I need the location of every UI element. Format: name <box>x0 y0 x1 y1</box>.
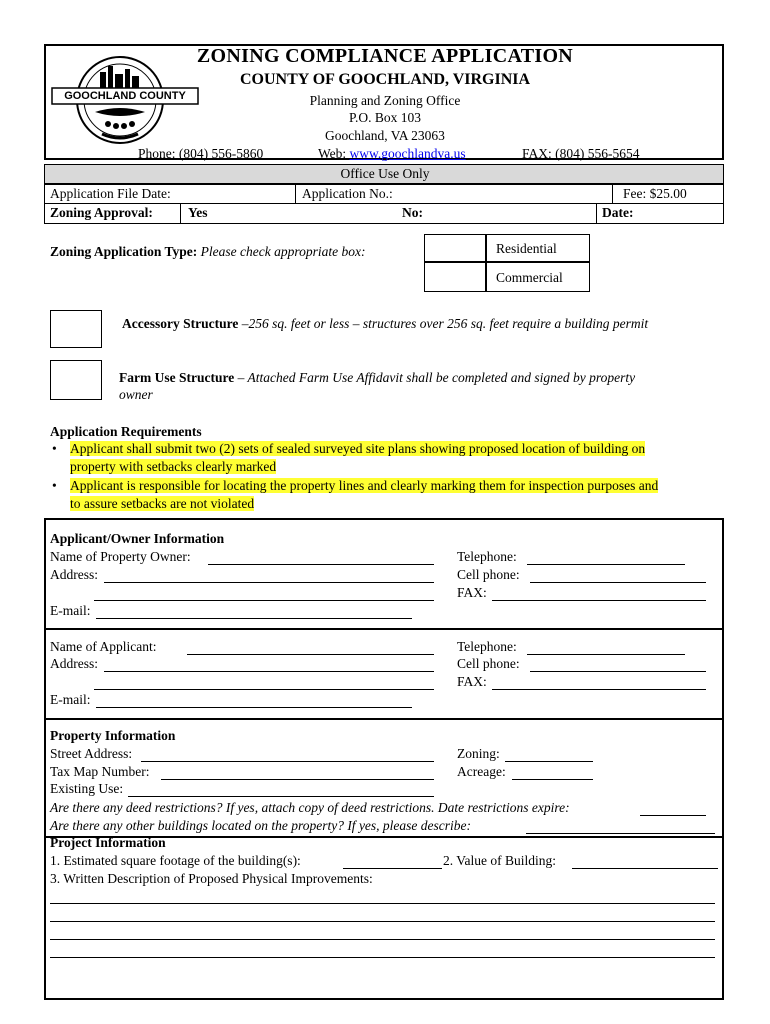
fee-label: Fee: $25.00 <box>623 186 687 201</box>
owner-name-label: Name of Property Owner: <box>50 549 191 564</box>
po-box: P.O. Box 103 <box>348 110 421 125</box>
applicant-name-label: Name of Applicant: <box>50 639 157 654</box>
owner-email-field[interactable] <box>96 618 412 619</box>
office-use-title: Office Use Only <box>340 166 430 181</box>
application-number-field[interactable]: Application No.: <box>302 186 393 201</box>
owner-cell-label: Cell phone: <box>457 567 520 582</box>
commercial-checkbox[interactable] <box>424 262 486 292</box>
tax-map-label: Tax Map Number: <box>50 764 150 779</box>
tax-map-field[interactable] <box>161 779 434 780</box>
property-heading: Property Information <box>50 728 176 743</box>
description-line[interactable] <box>50 957 715 958</box>
deed-expire-field[interactable] <box>640 815 706 816</box>
divider <box>612 184 613 203</box>
requirement-1-line2: property with setbacks clearly marked <box>70 459 277 474</box>
owner-cell-field[interactable] <box>530 582 706 583</box>
other-buildings-question: Are there any other buildings located on the property? If yes, please describe: <box>50 818 472 833</box>
owner-telephone-label: Telephone: <box>457 549 517 564</box>
other-buildings-field[interactable] <box>526 833 715 834</box>
file-date-field[interactable]: Application File Date: <box>50 186 171 201</box>
street-address-label: Street Address: <box>50 746 133 761</box>
requirement-2-line1: Applicant is responsible for locating the property lines and clearly marking them for inspection purposes and <box>70 478 659 493</box>
phone-number: Phone: (804) 556-5860 <box>138 146 264 161</box>
page-title: ZONING COMPLIANCE APPLICATION <box>196 45 574 67</box>
applicant-telephone-field[interactable] <box>527 654 685 655</box>
commercial-label: Commercial <box>496 270 563 285</box>
applicant-name-field[interactable] <box>187 654 434 655</box>
description-label: 3. Written Description of Proposed Physical Improvements: <box>50 871 373 886</box>
owner-heading: Applicant/Owner Information <box>50 531 225 546</box>
owner-telephone-field[interactable] <box>527 564 685 565</box>
accessory-structure-label: Accessory Structure –256 sq. feet or less – structures over 256 sq. feet require a building permit <box>122 316 649 331</box>
applicant-address-field-2[interactable] <box>94 689 434 690</box>
divider <box>295 184 296 203</box>
acreage-field[interactable] <box>512 779 593 780</box>
applicant-cell-label: Cell phone: <box>457 656 520 671</box>
description-line[interactable] <box>50 921 715 922</box>
office-row-divider <box>44 203 724 204</box>
owner-email-label: E-mail: <box>50 603 91 618</box>
zoning-field[interactable] <box>505 761 593 762</box>
approval-yes-field[interactable]: Yes <box>188 205 208 220</box>
county-name: COUNTY OF GOOCHLAND, VIRGINIA <box>239 71 531 88</box>
requirements-heading: Application Requirements <box>50 424 202 439</box>
approval-date-field[interactable]: Date: <box>602 205 634 220</box>
owner-address-label: Address: <box>50 567 98 582</box>
description-line[interactable] <box>50 939 715 940</box>
bullet-icon: • <box>52 478 57 493</box>
divider <box>180 203 181 224</box>
applicant-fax-label: FAX: <box>457 674 487 689</box>
applicant-address-label: Address: <box>50 656 98 671</box>
city-address: Goochland, VA 23063 <box>325 128 445 143</box>
farm-use-label-cont: owner <box>119 387 153 402</box>
project-heading: Project Information <box>50 835 166 850</box>
applicant-email-label: E-mail: <box>50 692 91 707</box>
website-link[interactable]: www.goochlandva.us <box>349 146 466 161</box>
owner-fax-label: FAX: <box>457 585 487 600</box>
acreage-label: Acreage: <box>457 764 506 779</box>
description-line[interactable] <box>50 903 715 904</box>
applicant-telephone-label: Telephone: <box>457 639 517 654</box>
requirement-1-line1: Applicant shall submit two (2) sets of sealed surveyed site plans showing proposed location of building on <box>70 441 646 456</box>
owner-name-field[interactable] <box>208 564 434 565</box>
building-value-field[interactable] <box>572 868 718 869</box>
sqft-label: 1. Estimated square footage of the building(s): <box>50 853 301 868</box>
owner-address-field[interactable] <box>104 582 434 583</box>
logo-text: GOOCHLAND COUNTY <box>64 90 186 102</box>
zoning-label: Zoning: <box>457 746 500 761</box>
existing-use-field[interactable] <box>128 796 434 797</box>
farm-use-checkbox[interactable] <box>50 360 102 400</box>
owner-fax-field[interactable] <box>492 600 706 601</box>
application-type-label: Zoning Application Type: Please check appropriate box: <box>50 244 366 259</box>
zoning-approval-label: Zoning Approval: <box>50 205 153 220</box>
street-address-field[interactable] <box>141 761 434 762</box>
deed-restrictions-question: Are there any deed restrictions? If yes, attach copy of deed restrictions. Date restrictions expire: <box>50 800 570 815</box>
applicant-email-field[interactable] <box>96 707 412 708</box>
building-value-label: 2. Value of Building: <box>443 853 556 868</box>
applicant-fax-field[interactable] <box>492 689 706 690</box>
divider <box>596 203 597 224</box>
applicant-address-field[interactable] <box>104 671 434 672</box>
residential-label: Residential <box>496 241 557 256</box>
applicant-cell-field[interactable] <box>530 671 706 672</box>
website: Web: www.goochlandva.us <box>318 146 466 161</box>
accessory-structure-checkbox[interactable] <box>50 310 102 348</box>
bullet-icon: • <box>52 441 57 456</box>
requirement-2-line2: to assure setbacks are not violated <box>70 496 255 511</box>
existing-use-label: Existing Use: <box>50 781 124 796</box>
office-name: Planning and Zoning Office <box>309 93 461 108</box>
farm-use-label: Farm Use Structure – Attached Farm Use Affidavit shall be completed and signed by property <box>119 370 636 385</box>
owner-address-field-2[interactable] <box>94 600 434 601</box>
approval-no-field[interactable]: No: <box>402 205 423 220</box>
sqft-field[interactable] <box>343 868 442 869</box>
residential-checkbox[interactable] <box>424 234 486 262</box>
fax-number: FAX: (804) 556-5654 <box>522 146 640 161</box>
